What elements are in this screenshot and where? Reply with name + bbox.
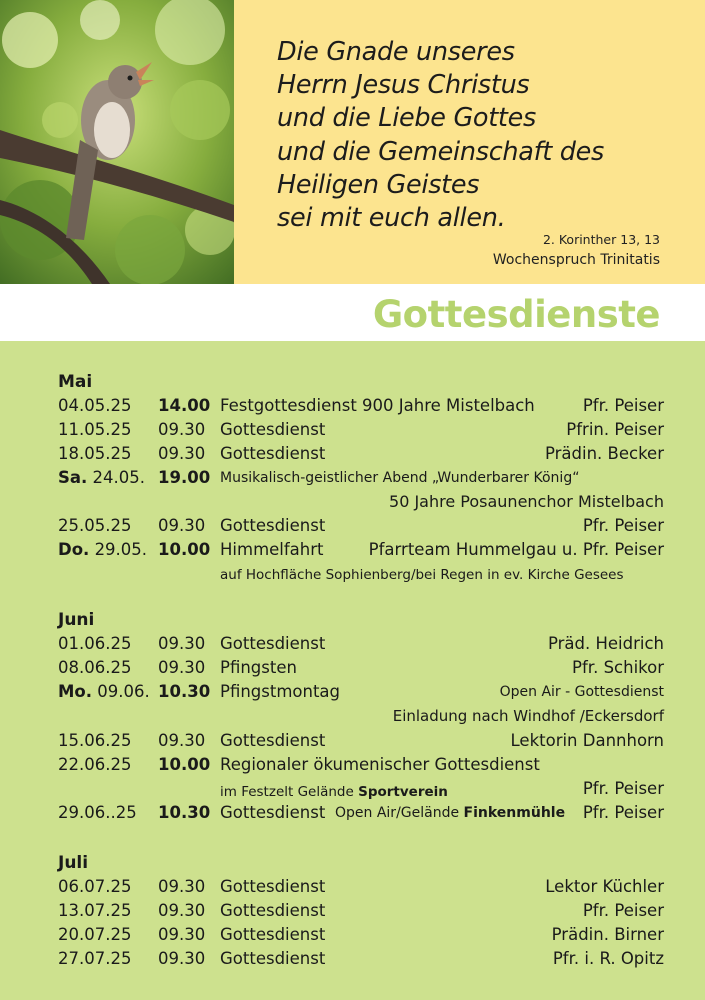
service-date-value: 24.05. <box>92 468 146 487</box>
list-item <box>58 444 664 468</box>
service-subtitle: Einladung nach Windhof /Eckersdorf <box>392 707 664 725</box>
service-time: 09.30 <box>158 444 206 463</box>
service-time: 09.30 <box>158 949 206 968</box>
service-title: Gottesdienst <box>220 901 326 920</box>
service-date: 04.05.25 <box>58 396 132 415</box>
service-date: 20.07.25 <box>58 925 132 944</box>
service-time: 10.00 <box>158 540 211 559</box>
service-date: 01.06.25 <box>58 634 132 653</box>
quote-line: und die Gemeinschaft des <box>277 136 605 167</box>
service-title: Himmelfahrt <box>220 540 324 559</box>
list-item <box>58 731 664 755</box>
service-weekday: Sa. <box>58 468 88 487</box>
service-pastor: Pfr. Peiser <box>582 803 664 822</box>
service-time: 10.30 <box>158 682 211 701</box>
list-item <box>58 901 664 925</box>
list-item <box>58 468 664 492</box>
list-item <box>58 803 664 827</box>
service-date: 18.05.25 <box>58 444 132 463</box>
bird-photo <box>0 0 234 284</box>
service-pastor: Pfr. Peiser <box>582 396 664 415</box>
quote-line: Heiligen Geistes <box>277 169 480 200</box>
list-item <box>58 516 664 540</box>
service-title: Gottesdienst <box>220 803 326 822</box>
service-title: Gottesdienst <box>220 731 326 750</box>
quote-line: und die Liebe Gottes <box>277 103 536 134</box>
service-title: Musikalisch-geistlicher Abend „Wunderbarer König“ <box>220 470 580 486</box>
service-pastor: Pfr. Peiser <box>582 516 664 535</box>
subtitle-location: Sportverein <box>358 784 448 800</box>
service-date <box>58 682 150 701</box>
list-item <box>58 755 664 779</box>
service-date <box>58 540 147 559</box>
quote-reference: 2. Korinther 13, 13 <box>542 232 660 247</box>
service-pastor: Pfr. i. R. Opitz <box>552 949 664 968</box>
quote-line: sei mit euch allen. <box>277 203 506 234</box>
note-location: Finkenmühle <box>463 805 566 821</box>
list-item <box>58 540 664 564</box>
service-weekday: Mo. <box>58 682 93 701</box>
service-title: Gottesdienst <box>220 949 326 968</box>
service-date: 29.06..25 <box>58 803 137 822</box>
service-title: Gottesdienst <box>220 877 326 896</box>
list-item <box>58 682 664 706</box>
service-date: 15.06.25 <box>58 731 132 750</box>
service-title: Gottesdienst <box>220 420 326 439</box>
service-weekday: Do. <box>58 540 90 559</box>
service-pastor: Präd. Heidrich <box>547 634 664 653</box>
list-item <box>58 877 664 901</box>
service-title: Gottesdienst <box>220 516 326 535</box>
service-date: 27.07.25 <box>58 949 132 968</box>
service-time: 09.30 <box>158 420 206 439</box>
service-date <box>58 468 145 487</box>
service-pastor: Prädin. Becker <box>544 444 664 463</box>
service-title: Gottesdienst <box>220 444 326 463</box>
service-time: 10.30 <box>158 803 211 822</box>
service-time: 09.30 <box>158 658 206 677</box>
service-date: 25.05.25 <box>58 516 132 535</box>
service-time: 09.30 <box>158 516 206 535</box>
list-item <box>58 634 664 658</box>
service-pastor: Lektor Küchler <box>545 877 664 896</box>
note-text: Open Air/Gelände <box>335 805 464 821</box>
service-pastor: Prädin. Birner <box>551 925 664 944</box>
list-item <box>58 396 664 420</box>
service-date: 08.06.25 <box>58 658 132 677</box>
page-title: Gottesdienste <box>372 293 660 336</box>
service-pastor: Pfarrteam Hummelgau u. Pfr. Peiser <box>368 540 664 559</box>
service-time: 09.30 <box>158 925 206 944</box>
service-note <box>335 805 565 821</box>
service-pastor: Open Air - Gottesdienst <box>499 684 664 700</box>
service-title: Pfingsten <box>220 658 297 677</box>
service-date-value: 09.06. <box>97 682 150 701</box>
service-time: 09.30 <box>158 877 206 896</box>
service-time: 10.00 <box>158 755 211 774</box>
service-date: 22.06.25 <box>58 755 132 774</box>
service-subtitle: auf Hochfläche Sophienberg/bei Regen in ev. Kirche Gesees <box>220 567 624 583</box>
month-heading: Mai <box>58 372 93 392</box>
service-title: Gottesdienst <box>220 925 326 944</box>
list-item <box>58 420 664 444</box>
service-time: 19.00 <box>158 468 211 487</box>
service-pastor: Pfr. Peiser <box>582 779 664 798</box>
service-title: Pfingstmontag <box>220 682 341 701</box>
wochenspruch-label: Wochenspruch Trinitatis <box>492 252 660 268</box>
service-date: 11.05.25 <box>58 420 132 439</box>
service-time: 09.30 <box>158 731 206 750</box>
service-title: Gottesdienst <box>220 634 326 653</box>
quote-line: Herrn Jesus Christus <box>277 70 530 101</box>
service-date: 06.07.25 <box>58 877 132 896</box>
subtitle-text: im Festzelt Gelände <box>220 784 359 800</box>
service-time: 09.30 <box>158 901 206 920</box>
service-pastor: Lektorin Dannhorn <box>510 731 664 750</box>
service-pastor: Pfrin. Peiser <box>566 420 664 439</box>
service-pastor: Pfr. Schikor <box>572 658 664 677</box>
list-item <box>58 949 664 973</box>
list-item <box>58 925 664 949</box>
service-subtitle <box>220 784 448 800</box>
service-date: 13.07.25 <box>58 901 132 920</box>
month-heading: Juni <box>58 610 95 630</box>
quote-line: Die Gnade unseres <box>277 37 515 67</box>
service-title: Regionaler ökumenischer Gottesdienst <box>220 755 540 774</box>
service-title: Festgottesdienst 900 Jahre Mistelbach <box>220 396 535 415</box>
service-time: 09.30 <box>158 634 206 653</box>
list-item <box>58 658 664 682</box>
service-time: 14.00 <box>158 396 211 415</box>
month-heading: Juli <box>58 853 89 873</box>
service-date-value: 29.05. <box>94 540 148 559</box>
service-subtitle: 50 Jahre Posaunenchor Mistelbach <box>389 492 664 511</box>
header-panel <box>0 0 705 284</box>
bible-quote <box>277 36 697 235</box>
service-pastor: Pfr. Peiser <box>582 901 664 920</box>
